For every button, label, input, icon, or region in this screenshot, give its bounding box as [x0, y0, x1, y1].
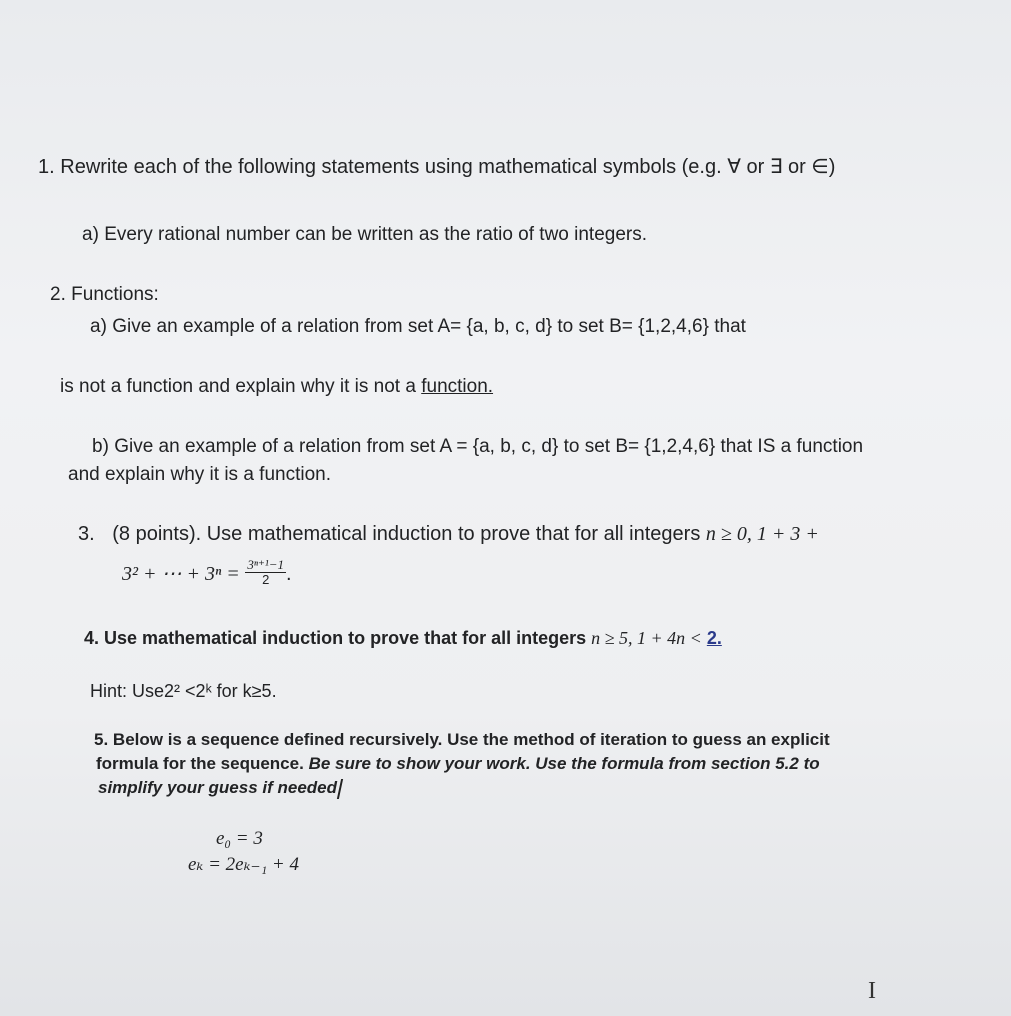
- q4-line: [84, 627, 722, 649]
- q3-end: .: [286, 562, 292, 585]
- q4-hint-label: Hint:: [90, 681, 128, 701]
- q5-line3: [98, 777, 341, 799]
- q3-fraction-numerator: 3ⁿ⁺¹−1: [247, 557, 284, 572]
- q2-b-cont-text: and explain why it is a function.: [68, 464, 331, 485]
- q1-a-text: Every rational number can be written as the ratio of two integers.: [104, 224, 648, 245]
- q3-condition: n ≥ 0, 1 + 3 +: [705, 523, 819, 545]
- q4-hint-text: Use2² <2ᵏ for k≥5.: [132, 681, 277, 701]
- q2-a-text: Give an example of a relation from set A= {a, b, c, d} to set B= {1,2,4,6} that: [112, 316, 746, 337]
- q1-heading: [38, 156, 835, 178]
- q5-line2: [96, 753, 820, 775]
- q3-fraction: [245, 558, 286, 587]
- q2-b-label: b): [92, 436, 109, 457]
- q5-line2-text: formula for the sequence.: [96, 754, 304, 773]
- q2-part-a-continued: [60, 376, 493, 398]
- q5-equation-recursive: eₖ = 2eₖ₋₁ + 4: [188, 854, 300, 875]
- q3-expression: 3² + ⋯ + 3ⁿ =: [122, 562, 240, 585]
- q2-number: 2.: [50, 284, 66, 305]
- q2-part-b: [92, 436, 863, 458]
- q2-a-cont-link: function.: [421, 376, 494, 397]
- q5-line3-text: simplify your guess if needed: [98, 778, 338, 797]
- q4-text: Use mathematical induction to prove that for all integers: [104, 628, 587, 648]
- q3-fraction-denominator: 2: [262, 572, 270, 587]
- q5-number: 5.: [94, 730, 109, 749]
- q2-part-b-continued: [68, 464, 331, 486]
- q3-line2: [122, 557, 292, 589]
- q2-b-text: Give an example of a relation from set A = {a, b, c, d} to set B= {1,2,4,6} that IS a function: [114, 436, 864, 457]
- q2-part-a: [90, 316, 746, 338]
- text-cursor-icon: [337, 779, 343, 799]
- q3-text: (8 points). Use mathematical induction to prove that for all integers: [112, 523, 701, 545]
- q5-line1-text: Below is a sequence defined recursively. Use the method of iteration to guess an explicit: [112, 730, 830, 749]
- q2-a-cont-text: is not a function and explain why it is not a: [60, 376, 416, 397]
- q1-text: Rewrite each of the following statements using mathematical symbols (e.g. ∀ or ∃ or ∈): [60, 156, 836, 178]
- q4-tail: 2.: [706, 628, 722, 648]
- q2-a-label: a): [90, 316, 107, 337]
- q5-equation-base: e₀ = 3: [216, 828, 263, 849]
- q4-number: 4.: [84, 628, 100, 648]
- q5-line1: [94, 729, 830, 751]
- q1-part-a: [82, 224, 647, 246]
- q1-number: 1.: [38, 156, 55, 178]
- q4-hint: [90, 680, 277, 702]
- q3-number: 3.: [78, 523, 95, 545]
- q1-a-label: a): [82, 224, 99, 245]
- ibeam-cursor-icon: I: [868, 978, 876, 1004]
- q5-line2-italic: Be sure to show your work. Use the formula from section 5.2 to: [308, 754, 820, 773]
- q3-line1: [78, 523, 819, 545]
- q2-title: Functions:: [71, 284, 159, 305]
- q2-heading: [50, 284, 159, 306]
- q4-condition: n ≥ 5, 1 + 4n <: [591, 628, 702, 648]
